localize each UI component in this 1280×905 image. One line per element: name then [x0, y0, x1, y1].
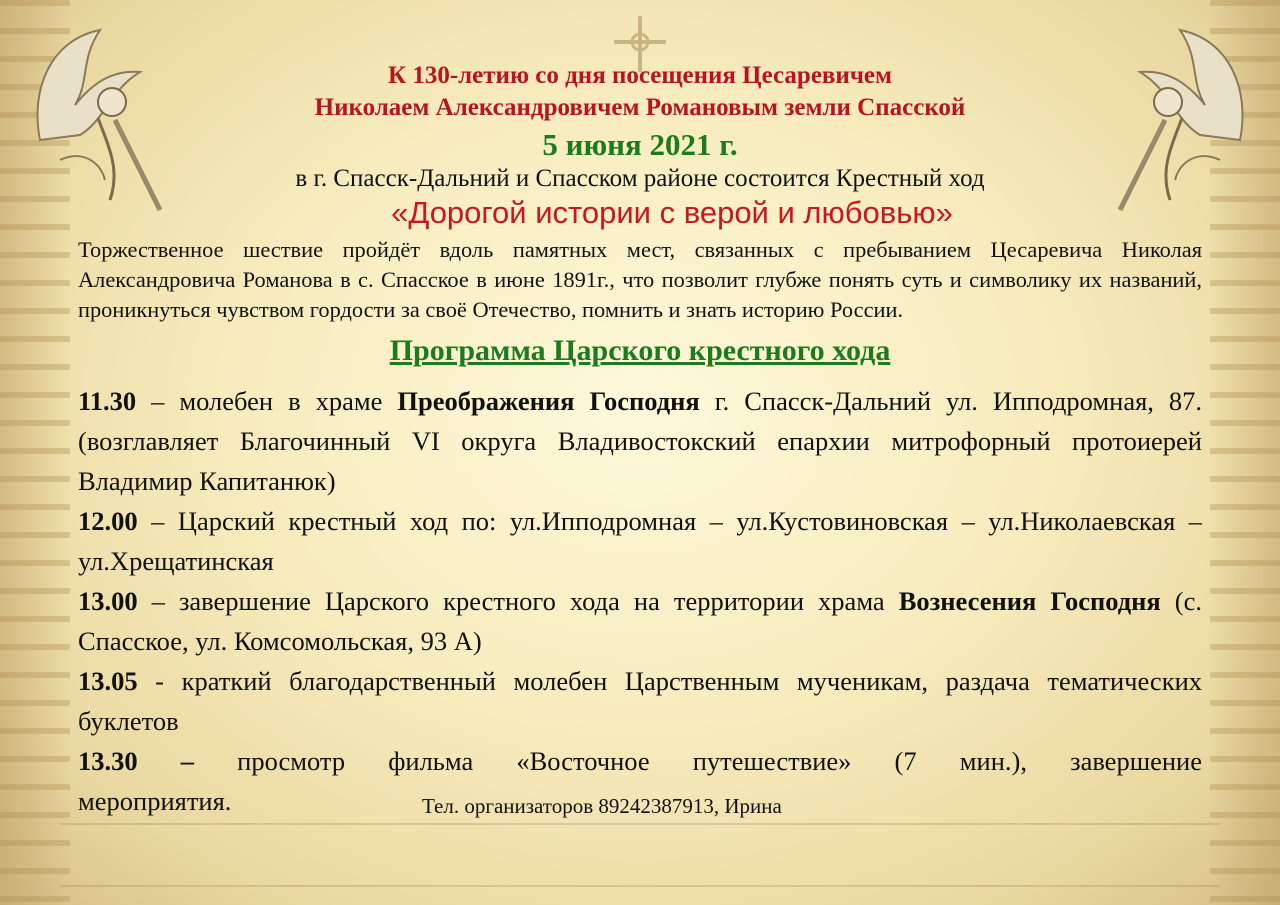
church-name: Вознесения Господня: [898, 586, 1161, 616]
announcement: [78, 60, 1202, 821]
program-item: 13.00 – завершение Царского крестного хода на территории храма Вознесения Господня (с. Спасское, ул. Комсомольская, 93 А): [78, 586, 1202, 656]
bottom-ornament: [60, 823, 1220, 887]
event-motto: «Дорогой истории с верой и любовью»: [391, 195, 953, 230]
title-line-1: К 130-летию со дня посещения Цесаревичем: [387, 62, 893, 89]
program-time: 13.05: [78, 666, 138, 696]
program-time: 11.30: [78, 386, 137, 416]
event-date: 5 июня 2021 г.: [542, 127, 738, 162]
church-name: Преображения Господня: [397, 386, 700, 416]
program-item: 13.05 - краткий благодарственный молебен Царственным мученикам, раздача тематических буклетов: [78, 666, 1202, 736]
program-title: Программа Царского крестного хода: [389, 334, 891, 367]
event-subtitle: в г. Спасск-Дальний и Спасском районе состоится Крестный ход: [295, 165, 985, 192]
organizer-phone: Тел. организаторов 89242387913, Ирина: [422, 794, 782, 818]
program-item-continuation: мероприятия. Тел. организаторов 89242387913, Ирина: [78, 781, 1202, 821]
program-item: 12.00 – Царский крестный ход по: ул.Ипподромная – ул.Кустовиновская – ул.Николаевская –ул.Хрещатинская: [78, 506, 1202, 576]
title-line-2: Николаем Александровичем Романовым земли Спасской: [314, 94, 966, 121]
program-time: 13.30 –: [78, 746, 195, 776]
program-time: 13.00: [78, 586, 138, 616]
program-time: 12.00: [78, 506, 138, 536]
program-item: 11.30 – молебен в храме Преображения Господня г. Спасск-Дальний ул. Ипподромная, 87. (возглавляет Благочинный VI округа Владивостокский епархии митрофорный протоиерей Владимир Капитанюк): [78, 386, 1203, 496]
intro-paragraph: Торжественное шествие пройдёт вдоль памятных мест, связанных с пребыванием Цесаревича Николая Александровича Романова в с. Спасское в июне 1891г., что позволит глубже понять суть и символику их названий, проникнуться чувством гордости за своё Отечество, помнить и знать историю России.: [78, 237, 1202, 322]
program-item: 13.30 – просмотр фильма «Восточное путешествие» (7 мин.), завершение: [78, 746, 1202, 776]
